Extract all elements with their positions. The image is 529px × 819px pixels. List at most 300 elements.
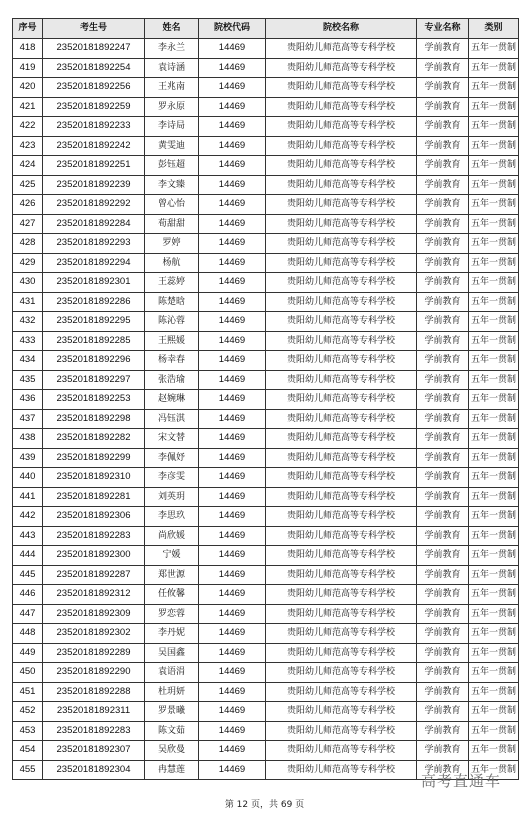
- table-cell: 423: [13, 136, 43, 156]
- table-cell: 贵阳幼儿师范高等专科学校: [266, 682, 417, 702]
- table-row: [13, 448, 519, 468]
- table-row: [13, 117, 519, 137]
- table-cell: 446: [13, 585, 43, 605]
- table-cell: 23520181892239: [43, 175, 145, 195]
- table-cell: 23520181892287: [43, 565, 145, 585]
- header-cell: 序号: [13, 19, 43, 39]
- table-cell: 五年一贯制: [469, 565, 519, 585]
- table-cell: 23520181892286: [43, 292, 145, 312]
- table-cell: 贵阳幼儿师范高等专科学校: [266, 565, 417, 585]
- table-cell: 学前教育: [417, 546, 469, 566]
- table-cell: 23520181892283: [43, 526, 145, 546]
- table-cell: 429: [13, 253, 43, 273]
- table-cell: 23520181892300: [43, 546, 145, 566]
- table-cell: 学前教育: [417, 468, 469, 488]
- table-cell: 五年一贯制: [469, 78, 519, 98]
- table-cell: 23520181892289: [43, 643, 145, 663]
- table-cell: 王兆南: [145, 78, 199, 98]
- table-cell: 贵阳幼儿师范高等专科学校: [266, 624, 417, 644]
- table-cell: 14469: [199, 58, 266, 78]
- table-cell: 学前教育: [417, 253, 469, 273]
- table-cell: 杜玥妍: [145, 682, 199, 702]
- table-cell: 贵阳幼儿师范高等专科学校: [266, 253, 417, 273]
- table-cell: 23520181892306: [43, 507, 145, 527]
- table-cell: 五年一贯制: [469, 136, 519, 156]
- table-row: [13, 429, 519, 449]
- table-cell: 五年一贯制: [469, 507, 519, 527]
- table-row: [13, 741, 519, 761]
- table-cell: 454: [13, 741, 43, 761]
- table-cell: 罗婷: [145, 234, 199, 254]
- table-cell: 学前教育: [417, 526, 469, 546]
- header-cell: 院校代码: [199, 19, 266, 39]
- table-cell: 23520181892282: [43, 429, 145, 449]
- table-cell: 五年一贯制: [469, 721, 519, 741]
- table-cell: 14469: [199, 351, 266, 371]
- table-cell: 五年一贯制: [469, 292, 519, 312]
- table-cell: 五年一贯制: [469, 214, 519, 234]
- table-cell: 刘英玥: [145, 487, 199, 507]
- table-cell: 14469: [199, 292, 266, 312]
- table-cell: 任攸馨: [145, 585, 199, 605]
- table-cell: 五年一贯制: [469, 546, 519, 566]
- table-cell: 贵阳幼儿师范高等专科学校: [266, 39, 417, 59]
- table-cell: 437: [13, 409, 43, 429]
- table-row: [13, 624, 519, 644]
- table-cell: 五年一贯制: [469, 741, 519, 761]
- table-cell: 442: [13, 507, 43, 527]
- table-cell: 424: [13, 156, 43, 176]
- table-cell: 23520181892295: [43, 312, 145, 332]
- table-cell: 14469: [199, 546, 266, 566]
- table-cell: 贵阳幼儿师范高等专科学校: [266, 175, 417, 195]
- table-row: [13, 97, 519, 117]
- table-cell: 23520181892304: [43, 760, 145, 780]
- table-cell: 学前教育: [417, 429, 469, 449]
- table-cell: 五年一贯制: [469, 429, 519, 449]
- table-row: [13, 195, 519, 215]
- table-cell: 23520181892247: [43, 39, 145, 59]
- table-cell: 14469: [199, 507, 266, 527]
- table-cell: 23520181892283: [43, 721, 145, 741]
- table-cell: 贵阳幼儿师范高等专科学校: [266, 507, 417, 527]
- header-cell: 考生号: [43, 19, 145, 39]
- table-cell: 五年一贯制: [469, 585, 519, 605]
- table-cell: 贵阳幼儿师范高等专科学校: [266, 78, 417, 98]
- table-row: [13, 156, 519, 176]
- table-cell: 23520181892233: [43, 117, 145, 137]
- table-cell: 冉慧莲: [145, 760, 199, 780]
- table-cell: 五年一贯制: [469, 117, 519, 137]
- table-cell: 430: [13, 273, 43, 293]
- table-cell: 五年一贯制: [469, 312, 519, 332]
- table-cell: 学前教育: [417, 624, 469, 644]
- table-cell: 贵阳幼儿师范高等专科学校: [266, 721, 417, 741]
- table-cell: 23520181892281: [43, 487, 145, 507]
- table-cell: 贵阳幼儿师范高等专科学校: [266, 58, 417, 78]
- table-cell: 五年一贯制: [469, 253, 519, 273]
- table-cell: 五年一贯制: [469, 643, 519, 663]
- table-cell: 学前教育: [417, 234, 469, 254]
- table-cell: 23520181892294: [43, 253, 145, 273]
- table-row: [13, 546, 519, 566]
- table-cell: 五年一贯制: [469, 663, 519, 683]
- table-row: [13, 331, 519, 351]
- table-row: [13, 702, 519, 722]
- table-cell: 422: [13, 117, 43, 137]
- table-cell: 14469: [199, 760, 266, 780]
- table-cell: 14469: [199, 604, 266, 624]
- table-cell: 贵阳幼儿师范高等专科学校: [266, 585, 417, 605]
- table-cell: 学前教育: [417, 741, 469, 761]
- table-cell: 14469: [199, 117, 266, 137]
- table-cell: 440: [13, 468, 43, 488]
- table-cell: 五年一贯制: [469, 39, 519, 59]
- table-cell: 陈文茹: [145, 721, 199, 741]
- table-cell: 450: [13, 663, 43, 683]
- table-cell: 学前教育: [417, 409, 469, 429]
- table-cell: 贵阳幼儿师范高等专科学校: [266, 156, 417, 176]
- table-cell: 14469: [199, 663, 266, 683]
- table-cell: 14469: [199, 331, 266, 351]
- table-cell: 444: [13, 546, 43, 566]
- table-cell: 学前教育: [417, 643, 469, 663]
- table-cell: 438: [13, 429, 43, 449]
- table-cell: 学前教育: [417, 39, 469, 59]
- table-cell: 学前教育: [417, 370, 469, 390]
- table-cell: 荀甜甜: [145, 214, 199, 234]
- table-cell: 五年一贯制: [469, 234, 519, 254]
- table-cell: 14469: [199, 448, 266, 468]
- table-cell: 23520181892299: [43, 448, 145, 468]
- table-cell: 五年一贯制: [469, 195, 519, 215]
- table-row: [13, 175, 519, 195]
- admission-list-document: [12, 18, 518, 780]
- table-cell: 学前教育: [417, 156, 469, 176]
- table-cell: 陈楚晗: [145, 292, 199, 312]
- table-cell: 23520181892312: [43, 585, 145, 605]
- table-cell: 学前教育: [417, 663, 469, 683]
- table-row: [13, 312, 519, 332]
- table-cell: 贵阳幼儿师范高等专科学校: [266, 741, 417, 761]
- table-cell: 学前教育: [417, 273, 469, 293]
- table-cell: 451: [13, 682, 43, 702]
- table-cell: 14469: [199, 429, 266, 449]
- header-cell: 类别: [469, 19, 519, 39]
- table-cell: 罗景曦: [145, 702, 199, 722]
- header-cell: 专业名称: [417, 19, 469, 39]
- table-cell: 李永兰: [145, 39, 199, 59]
- table-cell: 贵阳幼儿师范高等专科学校: [266, 214, 417, 234]
- table-cell: 23520181892242: [43, 136, 145, 156]
- table-cell: 23520181892284: [43, 214, 145, 234]
- table-cell: 袁语涓: [145, 663, 199, 683]
- table-cell: 贵阳幼儿师范高等专科学校: [266, 526, 417, 546]
- table-row: [13, 643, 519, 663]
- table-cell: 五年一贯制: [469, 58, 519, 78]
- table-cell: 贵阳幼儿师范高等专科学校: [266, 487, 417, 507]
- table-cell: 贵阳幼儿师范高等专科学校: [266, 702, 417, 722]
- table-cell: 五年一贯制: [469, 97, 519, 117]
- table-cell: 14469: [199, 370, 266, 390]
- table-cell: 23520181892309: [43, 604, 145, 624]
- table-cell: 14469: [199, 585, 266, 605]
- table-cell: 袁诗涵: [145, 58, 199, 78]
- table-cell: 学前教育: [417, 760, 469, 780]
- table-cell: 冯钰淇: [145, 409, 199, 429]
- table-cell: 学前教育: [417, 175, 469, 195]
- table-cell: 学前教育: [417, 312, 469, 332]
- table-cell: 448: [13, 624, 43, 644]
- table-cell: 452: [13, 702, 43, 722]
- table-cell: 14469: [199, 234, 266, 254]
- table-cell: 447: [13, 604, 43, 624]
- table-cell: 黄雯迪: [145, 136, 199, 156]
- table-cell: 14469: [199, 312, 266, 332]
- table-cell: 贵阳幼儿师范高等专科学校: [266, 117, 417, 137]
- table-cell: 431: [13, 292, 43, 312]
- table-cell: 杨幸春: [145, 351, 199, 371]
- table-cell: 428: [13, 234, 43, 254]
- table-cell: 14469: [199, 97, 266, 117]
- table-cell: 14469: [199, 702, 266, 722]
- table-cell: 贵阳幼儿师范高等专科学校: [266, 136, 417, 156]
- table-cell: 五年一贯制: [469, 448, 519, 468]
- page-number-footer: 第 12 页，共 69 页: [224, 800, 305, 810]
- table-row: [13, 721, 519, 741]
- table-cell: 李思玖: [145, 507, 199, 527]
- table-cell: 453: [13, 721, 43, 741]
- table-row: [13, 604, 519, 624]
- table-cell: 贵阳幼儿师范高等专科学校: [266, 370, 417, 390]
- table-cell: 学前教育: [417, 682, 469, 702]
- table-cell: 14469: [199, 682, 266, 702]
- table-cell: 学前教育: [417, 78, 469, 98]
- table-cell: 吴欣曼: [145, 741, 199, 761]
- table-row: [13, 39, 519, 59]
- table-cell: 23520181892285: [43, 331, 145, 351]
- watermark-text: 高考直通车: [420, 772, 501, 790]
- table-cell: 23520181892298: [43, 409, 145, 429]
- table-cell: 贵阳幼儿师范高等专科学校: [266, 292, 417, 312]
- table-cell: 427: [13, 214, 43, 234]
- table-row: [13, 78, 519, 98]
- table-cell: 学前教育: [417, 97, 469, 117]
- table-cell: 五年一贯制: [469, 604, 519, 624]
- table-cell: 李佩妤: [145, 448, 199, 468]
- table-cell: 426: [13, 195, 43, 215]
- table-cell: 学前教育: [417, 565, 469, 585]
- table-cell: 14469: [199, 195, 266, 215]
- table-cell: 五年一贯制: [469, 273, 519, 293]
- table-cell: 418: [13, 39, 43, 59]
- table-body: [13, 39, 519, 780]
- table-cell: 445: [13, 565, 43, 585]
- table-cell: 李诗局: [145, 117, 199, 137]
- table-cell: 432: [13, 312, 43, 332]
- table-cell: 贵阳幼儿师范高等专科学校: [266, 643, 417, 663]
- table-row: [13, 468, 519, 488]
- table-cell: 五年一贯制: [469, 156, 519, 176]
- table-cell: 14469: [199, 721, 266, 741]
- table-cell: 443: [13, 526, 43, 546]
- table-cell: 李文臻: [145, 175, 199, 195]
- table-row: [13, 253, 519, 273]
- table-cell: 学前教育: [417, 117, 469, 137]
- table-row: [13, 136, 519, 156]
- table-cell: 五年一贯制: [469, 331, 519, 351]
- table-cell: 贵阳幼儿师范高等专科学校: [266, 429, 417, 449]
- table-cell: 杨航: [145, 253, 199, 273]
- table-cell: 23520181892293: [43, 234, 145, 254]
- table-cell: 贵阳幼儿师范高等专科学校: [266, 468, 417, 488]
- table-cell: 贵阳幼儿师范高等专科学校: [266, 331, 417, 351]
- table-cell: 贵阳幼儿师范高等专科学校: [266, 97, 417, 117]
- table-cell: 14469: [199, 175, 266, 195]
- table-cell: 449: [13, 643, 43, 663]
- table-cell: 贵阳幼儿师范高等专科学校: [266, 760, 417, 780]
- table-cell: 学前教育: [417, 351, 469, 371]
- table-cell: 23520181892259: [43, 97, 145, 117]
- table-cell: 14469: [199, 741, 266, 761]
- table-cell: 14469: [199, 624, 266, 644]
- table-cell: 学前教育: [417, 448, 469, 468]
- table-cell: 五年一贯制: [469, 370, 519, 390]
- table-row: [13, 273, 519, 293]
- table-cell: 尚欣媛: [145, 526, 199, 546]
- table-cell: 23520181892296: [43, 351, 145, 371]
- table-cell: 23520181892301: [43, 273, 145, 293]
- table-cell: 学前教育: [417, 292, 469, 312]
- table-cell: 李彦雯: [145, 468, 199, 488]
- table-cell: 五年一贯制: [469, 702, 519, 722]
- table-row: [13, 526, 519, 546]
- table-cell: 五年一贯制: [469, 468, 519, 488]
- table-cell: 五年一贯制: [469, 624, 519, 644]
- table-cell: 陈沁蓉: [145, 312, 199, 332]
- table-cell: 五年一贯制: [469, 390, 519, 410]
- table-row: [13, 682, 519, 702]
- table-cell: 五年一贯制: [469, 760, 519, 780]
- table-row: [13, 351, 519, 371]
- table-cell: 14469: [199, 390, 266, 410]
- table-cell: 14469: [199, 526, 266, 546]
- table-cell: 441: [13, 487, 43, 507]
- table-cell: 学前教育: [417, 721, 469, 741]
- table-cell: 439: [13, 448, 43, 468]
- admission-table: [12, 18, 519, 780]
- table-cell: 学前教育: [417, 585, 469, 605]
- table-row: [13, 507, 519, 527]
- table-cell: 王熙媛: [145, 331, 199, 351]
- header-cell: 姓名: [145, 19, 199, 39]
- table-cell: 学前教育: [417, 195, 469, 215]
- table-cell: 14469: [199, 136, 266, 156]
- table-cell: 14469: [199, 214, 266, 234]
- table-cell: 贵阳幼儿师范高等专科学校: [266, 273, 417, 293]
- table-cell: 23520181892311: [43, 702, 145, 722]
- table-cell: 学前教育: [417, 507, 469, 527]
- table-cell: 23520181892251: [43, 156, 145, 176]
- table-cell: 14469: [199, 565, 266, 585]
- table-cell: 学前教育: [417, 136, 469, 156]
- table-cell: 罗永原: [145, 97, 199, 117]
- table-cell: 张浩瑜: [145, 370, 199, 390]
- table-cell: 学前教育: [417, 604, 469, 624]
- table-cell: 李丹妮: [145, 624, 199, 644]
- table-row: [13, 58, 519, 78]
- table-cell: 学前教育: [417, 390, 469, 410]
- table-cell: 14469: [199, 487, 266, 507]
- table-row: [13, 409, 519, 429]
- table-cell: 425: [13, 175, 43, 195]
- table-cell: 420: [13, 78, 43, 98]
- table-row: [13, 390, 519, 410]
- table-cell: 贵阳幼儿师范高等专科学校: [266, 409, 417, 429]
- table-cell: 14469: [199, 643, 266, 663]
- table-row: [13, 663, 519, 683]
- table-cell: 五年一贯制: [469, 487, 519, 507]
- table-cell: 罗恋蓉: [145, 604, 199, 624]
- table-cell: 14469: [199, 409, 266, 429]
- table-cell: 五年一贯制: [469, 175, 519, 195]
- table-cell: 435: [13, 370, 43, 390]
- table-cell: 23520181892297: [43, 370, 145, 390]
- table-cell: 贵阳幼儿师范高等专科学校: [266, 448, 417, 468]
- table-row: [13, 565, 519, 585]
- table-cell: 419: [13, 58, 43, 78]
- table-cell: 434: [13, 351, 43, 371]
- table-cell: 贵阳幼儿师范高等专科学校: [266, 312, 417, 332]
- table-cell: 学前教育: [417, 331, 469, 351]
- table-row: [13, 292, 519, 312]
- table-cell: 23520181892254: [43, 58, 145, 78]
- table-cell: 五年一贯制: [469, 526, 519, 546]
- table-cell: 14469: [199, 39, 266, 59]
- table-cell: 421: [13, 97, 43, 117]
- table-cell: 学前教育: [417, 702, 469, 722]
- table-cell: 学前教育: [417, 214, 469, 234]
- table-cell: 五年一贯制: [469, 409, 519, 429]
- table-header-row: [13, 19, 519, 39]
- table-cell: 23520181892290: [43, 663, 145, 683]
- table-cell: 曾心怡: [145, 195, 199, 215]
- table-cell: 23520181892288: [43, 682, 145, 702]
- table-cell: 贵阳幼儿师范高等专科学校: [266, 604, 417, 624]
- table-cell: 宋文替: [145, 429, 199, 449]
- table-cell: 五年一贯制: [469, 351, 519, 371]
- table-row: [13, 370, 519, 390]
- table-row: [13, 585, 519, 605]
- table-cell: 14469: [199, 468, 266, 488]
- table-cell: 五年一贯制: [469, 682, 519, 702]
- table-cell: 436: [13, 390, 43, 410]
- table-cell: 王蕊婷: [145, 273, 199, 293]
- table-cell: 贵阳幼儿师范高等专科学校: [266, 351, 417, 371]
- table-cell: 学前教育: [417, 487, 469, 507]
- table-cell: 23520181892253: [43, 390, 145, 410]
- table-cell: 14469: [199, 156, 266, 176]
- table-row: [13, 234, 519, 254]
- table-cell: 贵阳幼儿师范高等专科学校: [266, 234, 417, 254]
- table-cell: 23520181892292: [43, 195, 145, 215]
- table-cell: 455: [13, 760, 43, 780]
- table-cell: 贵阳幼儿师范高等专科学校: [266, 663, 417, 683]
- table-cell: 吴国鑫: [145, 643, 199, 663]
- table-cell: 郑世源: [145, 565, 199, 585]
- table-cell: 贵阳幼儿师范高等专科学校: [266, 390, 417, 410]
- table-row: [13, 214, 519, 234]
